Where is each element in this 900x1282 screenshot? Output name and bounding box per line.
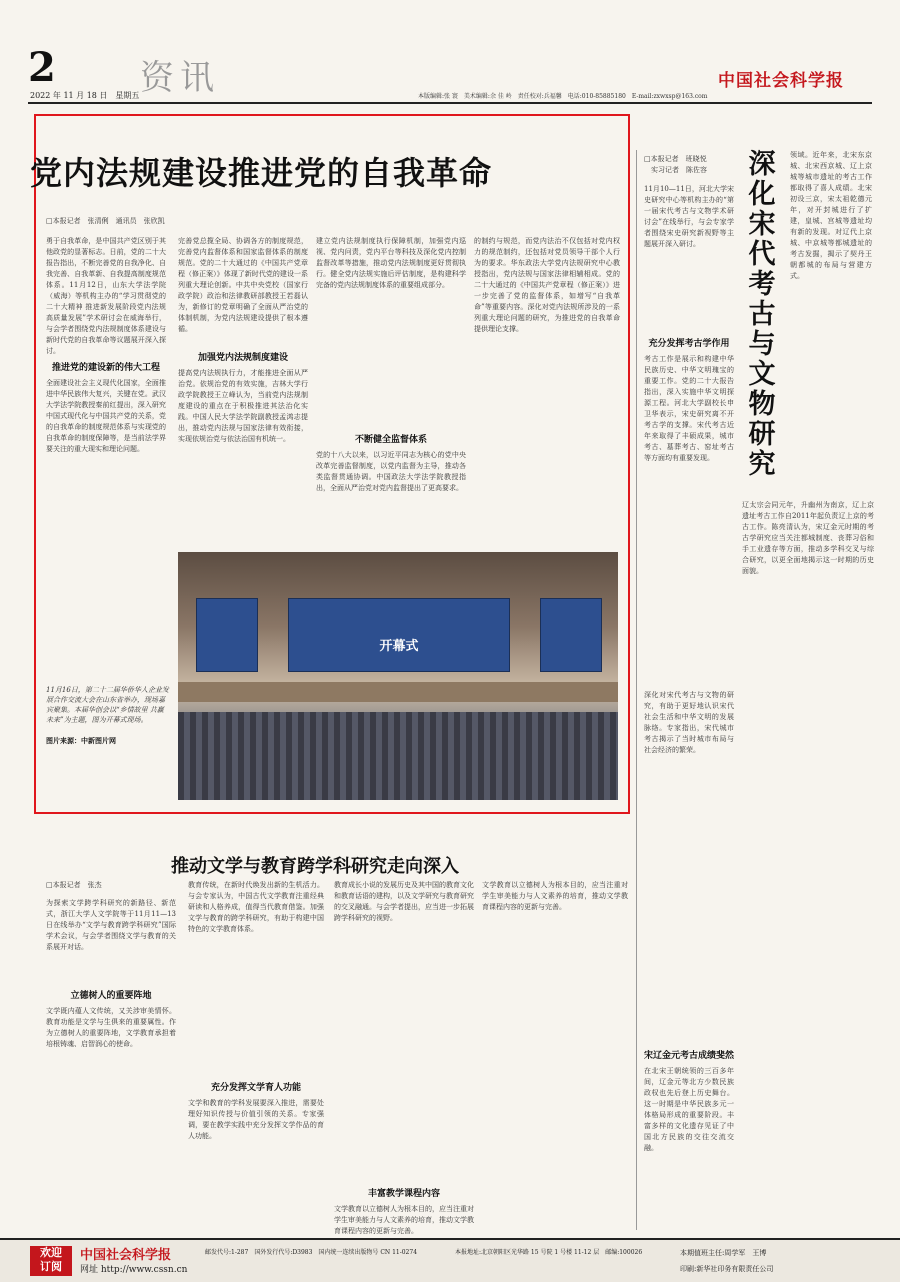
lead-col2-body: 完善党总揽全局、协调各方的制度规范，完善党内监督体系和国家监督体系的制度规范。党的二十大通过的《中国共产党章程（修正案）》体现了新时代党的建设一系列重大理论创新。中共中央党校（国家行政学院）政治和法律教研部教授王若磊认为，新修订的党章明确了全面从严治党的体制机制，为党内法规建设提供了根本遵循。 [178,237,308,333]
lead-col3-body: 建立党内法规制度执行保障机制，加强党内巡视、党内问责，党内平台等科技及深化党内控制监督改革等措施，推动党内法规制度更好贯彻执行。健全党内法规实施后评估制度，是构建科学完备的党内法规制度体系的重要组成部分。 [316,237,466,289]
side-body-3: 在北宋王朝统领的三百多年间，辽金元等北方少数民族政权也先后登上历史舞台。这一时期是中华民族多元一体格局形成的重要阶段。丰富多样的文化遗存见证了中国北方民族的交往交流交融。 [644,1067,734,1152]
side-body-2: 深化对宋代考古与文物的研究，有助于更好地认识宋代社会生活和中华文明的发展脉络。专家指出，宋代城市考古揭示了当时城市布局与社会经济的繁荣。 [644,691,734,754]
stage [178,682,618,702]
lead-col1-body: 全面建设社会主义现代化国家，全面推进中华民族伟大复兴，关键在党。武汉大学法学院教授秦前红提出，深入研究中国式现代化与中国共产党的关系，党的自我革命的制度规范体系与实现党的自我革命的制度保障等，是当前法学界要关注的重大现实和理论问题。 [46,379,166,453]
second-headline: 推动文学与教育跨学科研究走向深入 [171,856,459,877]
conference-photo [178,552,618,800]
second-body-5: 文学教育以立德树人为根本目的，应当注重对学生审美能力与人文素养的培育，推动文学教育课程内容的更新与完善。 [334,1205,474,1235]
newspaper-logo: 中国社会科学报 [718,71,844,91]
side-byline: □本报记者 班晓悦 实习记者 陈佐容 [644,155,707,174]
second-subhead-1: 立德树人的重要阵地 [70,991,152,1001]
photo-banner-text: 开幕式 [379,639,419,654]
subscribe-tag[interactable]: 欢迎 订阅 [30,1246,72,1276]
footer-logo: 中国社会科学报 [80,1248,172,1263]
side-subhead-2: 宋辽金元考古成绩斐然 [644,1051,735,1061]
main-screen [288,598,510,672]
masthead-rule [28,102,872,104]
side-intro: 11月10—11日，河北大学宋史研究中心等机构主办的“第一届宋代考古与文物学术研讨会”在线举行，与会专家学者围绕宋史研究新视野等主题展开深入研讨。 [644,185,734,248]
photo-credit: 图片来源：中新图片网 [46,736,116,745]
second-body-4: 教育成长小说的发展历史及其中国的教育文化和教育话语的建构，以及文学研究与教育研究的交叉融通。与会学者提出，应当进一步拓展跨学科研究的视野。 [334,881,474,922]
lead-col3-body2: 党的十八大以来，以习近平同志为核心的党中央改革完善监督制度，以党内监督为主导，推动各类监督贯通协调。中国政法大学法学院教授指出，全面从严治党对党内监督提出了更高要求。 [316,451,466,492]
side-headline: 深化宋代考古与文物研究 [748,149,776,480]
lead-intro: 勇于自我革命，是中国共产党区别于其他政党的显著标志。日前，党的二十大报告指出，不断完善党的自我净化、自我完善、自我革新、自我提高制度规范体系。11月12日，山东大学法学院（威海）等机构主办的“学习贯彻党的二十大精神 推进新发展阶段党内法规高质量发展”学术研讨会在威海举行，与会学者围绕党内法规制度体系建设与新时代党的自我革命等议题展开深入探讨。 [46,237,166,355]
second-subhead-3: 丰富教学课程内容 [367,1189,440,1199]
lead-subhead-1: 推进党的建设新的伟大工程 [51,363,160,373]
second-byline: □本报记者 张杰 [46,881,102,889]
photo-caption: 11月16日，第二十二届华侨华人企业发展合作交流大会在山东省举办，现场嘉宾聚集。本届华创会以“乡情故里 共赢未来”为主题，图为开幕式现场。 [46,686,169,724]
second-body-1: 文学既内蕴人文传统，又关涉审美情怀。教育功能是文学与生俱来的重要属性。作为立德树人的重要阵地，文学教育承担着培根铸魂、启智润心的使命。 [46,1007,176,1048]
page-number: 2 [28,44,56,91]
side-col-right-2: 辽太宗会同元年，升幽州为南京，辽上京遗址考古工作自2011年起负责辽上京的考古工作。陈亮清认为，宋辽金元时期的考古学研究应当关注都城制度、丧葬习俗和手工业遗存等方面，推动多学科交叉与综合研究，以更全面地揭示这一时期的历史面貌。 [742,501,874,575]
issue-date: 2022 年 11 月 18 日 星期五 [30,91,140,100]
side-screen-right [540,598,602,672]
lead-subhead-3: 不断健全监督体系 [354,435,427,445]
side-screen-left [196,598,258,672]
lead-byline: □本报记者 张清俐 通讯员 张欣凯 [46,217,165,225]
footer-info-1: 邮发代号:1-287 国外发行代号:D3983 国内统一连续出版物号 CN 11-0274 [205,1249,418,1256]
second-intro: 为探索文学跨学科研究的新路径、新范式，浙江大学人文学院等于11月11—13日在线举办“文学与教育跨学科研究”国际学术会议，与会学者围绕文学与教育的关系展开对话。 [46,899,176,951]
second-body-2: 教育传统，在新时代焕发出新的生机活力。与会专家认为，中国古代文学教育注重经典研读和人格养成，值得当代教育借鉴。加强文学与教育的跨学科研究，有助于构建中国特色的文学教育体系。 [188,881,324,933]
lead-headline: 党内法规建设推进党的自我革命 [30,154,493,192]
footer-url[interactable]: 网址 http://www.cssn.cn [80,1265,188,1275]
second-subhead-2: 充分发挥文学育人功能 [210,1083,301,1093]
audience [178,712,618,800]
footer-info-4: 印刷:新华社印务有限责任公司 [680,1265,774,1273]
section-title: 资讯 [140,58,220,98]
lead-col4-body: 的制约与规范，而党内法治不仅包括对党内权力的规范制约，还包括对党员领导干部个人行为的要求。华东政法大学党内法规研究中心教授指出，党内法规与国家法律相辅相成。党的二十大通过的《中国共产党章程（修正案）》进一步完善了党的监督体系，如增写“自我革命”等重要内容。深化对党内法规所涉及的一系列重大理论问题的研究，为推进党的自我革命提供理论支撑。 [474,237,620,333]
side-col-right: 领域。近年来，北宋东京城、北宋西京城、辽上京城等城市遗址的考古工作都取得了喜人成绩。北宋初设三京，宋太祖乾德元年，对开封城进行了扩建，皇城、宫城等遗址均有新的发现。对辽代上京城、中京城等都城遗址的考古发掘，揭示了契丹王朝都城的布局与营建方式。 [790,151,872,280]
footer-info-2: 本报地址:北京朝阳区光华路 15 号院 1 号楼 11-12 层 邮编:100026 [455,1249,643,1256]
side-body-1: 考古工作是展示和构建中华民族历史、中华文明瑰宝的重要工作。党的二十大报告指出，深入实施中华文明探源工程。河北大学副校长申卫华表示，宋史研究离不开考古学的支撑。宋代考古近年来取得了丰硕成果，城市考古、墓葬考古、窑址考古等方面均有重要发现。 [644,355,734,462]
lead-subhead-2: 加强党内法规制度建设 [197,353,288,363]
second-body-6: 文学教育以立德树人为根本目的，应当注重对学生审美能力与人文素养的培育，推动文学教育课程内容的更新与完善。 [482,881,628,911]
column-divider [636,150,637,1230]
staff-info: 本版编辑:张 寰 美术编辑:余 佳 岭 责任校对:兵福馨 电话:010-85885180 E-mail:zxwxsp@163.com [418,93,708,100]
second-body-3: 文学和教育的学科发展要深入推进，需要处理好知识传授与价值引领的关系。专家强调，要在教学实践中充分发挥文学作品的育人功能。 [188,1099,324,1140]
side-subhead-1: 充分发挥考古学作用 [648,339,730,349]
lead-col2-body2: 提高党内法规执行力，才能推进全面从严治党。依规治党的有效实施，吉林大学行政学院教授王立峰认为，当前党内法规制度建设的重点在于积极推进其法治化实践。中国人民大学法学院副教授孟鸿志提出，推动党内法规与国家法律有效衔接，实现依规治党与依法治国有机统一。 [178,369,308,443]
footer-info-3: 本期值班主任:周学军 王博 [680,1249,767,1257]
